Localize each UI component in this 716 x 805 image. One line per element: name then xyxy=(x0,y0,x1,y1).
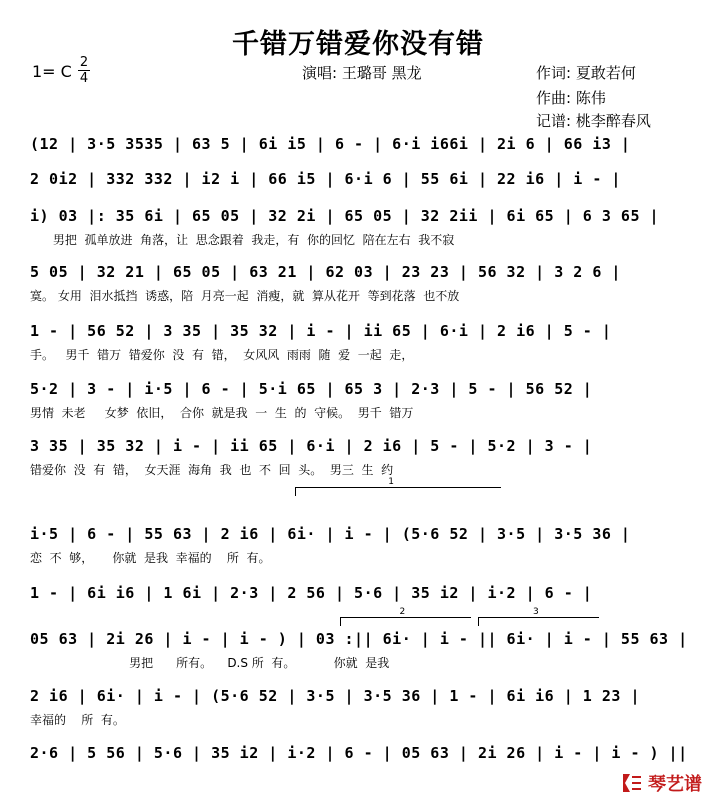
lyric-line: 错爱你 没 有 错， 女天涯 海角 我 也 不 回 头。 男三 生 约 xyxy=(30,463,394,477)
notation-line: 05 63 | 2i 26 | i - | i - ) | 03 :|| 6i· | i - || 6i· | i - | 55 63 | xyxy=(30,630,688,648)
brand-logo-icon xyxy=(620,771,644,795)
lyric-line: 男情 未老 女梦 依旧， 合你 就是我 一 生 的 守候。 男千 错万 xyxy=(30,406,414,420)
notation-line: (12 | 3·5 3535 | 63 5 | 6i i5 | 6 - | 6·i i66i | 2i 6 | 66 i3 | xyxy=(30,135,631,153)
notation-line: 5 05 | 32 21 | 65 05 | 63 21 | 62 03 | 23 23 | 56 32 | 3 2 6 | xyxy=(30,263,621,281)
volta-bracket: 3 xyxy=(478,617,599,626)
time-signature-top: 2 xyxy=(79,55,89,70)
notation-line: 5·2 | 3 - | i·5 | 6 - | 5·i 65 | 65 3 | 2·3 | 5 - | 56 52 | xyxy=(30,380,593,398)
time-signature-bottom: 4 xyxy=(79,71,89,86)
brand-logo xyxy=(620,769,702,797)
volta-bracket: 1 xyxy=(295,487,501,496)
brand-name: 琴艺谱 xyxy=(648,774,702,795)
score-title: 千错万错爱你没有错 xyxy=(232,29,484,60)
lyric-line: 手。 男千 错万 错爱你 没 有 错， 女风风 雨雨 随 爱 一起 走， xyxy=(30,348,414,362)
lyric-line: 男把 所有。 D.S 所 有。 你就 是我 xyxy=(30,656,390,670)
volta-bracket: 2 xyxy=(340,617,471,626)
lyric-line: 幸福的 所 有。 xyxy=(30,713,125,727)
lyric-line: 男把 孤单放进 角落，让 思念跟着 我走，有 你的回忆 陪在左右 我不寂 xyxy=(30,233,455,247)
notation-line: 1 - | 56 52 | 3 35 | 35 32 | i - | ii 65 | 6·i | 2 i6 | 5 - | xyxy=(30,322,612,340)
notation-line: 2 i6 | 6i· | i - | (5·6 52 | 3·5 | 3·5 36 | 1 - | 6i i6 | 1 23 | xyxy=(30,687,640,705)
time-signature xyxy=(78,56,90,85)
notation-line: 2·6 | 5 56 | 5·6 | 35 i2 | i·2 | 6 - | 05 63 | 2i 26 | i - | i - ) || xyxy=(30,744,688,762)
lyric-line: 恋 不 够， 你就 是我 幸福的 所 有。 xyxy=(30,551,271,565)
notation-line: i·5 | 6 - | 55 63 | 2 i6 | 6i· | i - | (5·6 52 | 3·5 | 3·5 36 | xyxy=(30,525,631,543)
notation-line: i) 03 |: 35 6i | 65 05 | 32 2i | 65 05 | 32 2ii | 6i 65 | 6 3 65 | xyxy=(30,207,660,225)
key-signature: 1= C xyxy=(32,62,72,81)
notation-line: 2 0i2 | 332 332 | i2 i | 66 i5 | 6·i 6 | 55 6i | 22 i6 | i - | xyxy=(30,170,621,188)
notation-line: 1 - | 6i i6 | 1 6i | 2·3 | 2 56 | 5·6 | 35 i2 | i·2 | 6 - | xyxy=(30,584,593,602)
lyric-line: 寞。 女用 泪水抵挡 诱惑，陪 月亮一起 消瘦，就 算从花开 等到花落 也不放 xyxy=(30,289,460,303)
lyricist-credit: 作词: 夏敢若何 xyxy=(536,64,636,82)
singers-credit: 演唱: 王璐哥 黑龙 xyxy=(302,64,422,82)
notation-line: 3 35 | 35 32 | i - | ii 65 | 6·i | 2 i6 | 5 - | 5·2 | 3 - | xyxy=(30,437,593,455)
composer-credit: 作曲: 陈伟 xyxy=(536,89,606,107)
transcriber-credit: 记谱: 桃李醉春风 xyxy=(536,112,651,130)
